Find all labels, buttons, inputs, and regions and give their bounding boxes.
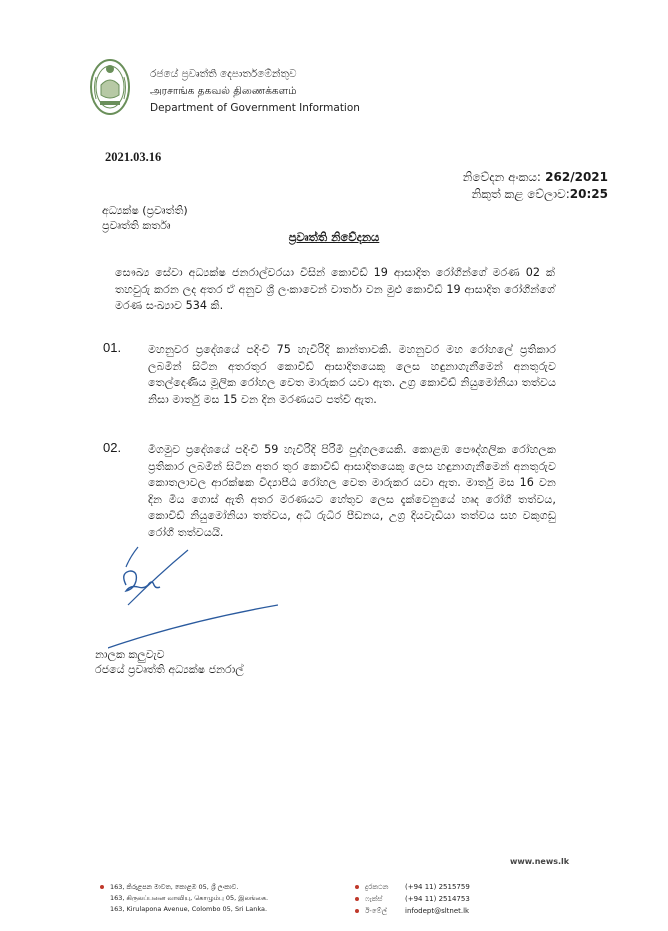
website-link[interactable]: www.news.lk [510, 857, 570, 866]
handwritten-signature [108, 545, 278, 665]
footer-address-sinhala-text: 163, කිරුළපන මාවත, කොළඹ 05, ශ්‍රී ලංකාව. [110, 883, 239, 891]
time-value: 20:25 [569, 187, 608, 201]
signatory-name: නාලක කලුවැව [95, 648, 165, 661]
phone-label: දුරකථන [365, 883, 389, 891]
issue-date: 2021.03.16 [105, 150, 162, 164]
item-number-2: 02. [103, 440, 122, 455]
footer-address-tamil: 163, கிருலப்பனை வாவியு, கொழும்பு 05, இலங்கை. [110, 894, 269, 902]
email-label: ඊ-මේල් [365, 907, 387, 915]
fax-icon [355, 897, 359, 901]
document-title [0, 230, 668, 245]
footer-address-english: 163, Kirulapona Avenue, Colombo 05, Sri Lanka. [110, 905, 268, 913]
reference-value: 262/2021 [545, 170, 608, 184]
addressee-director: අධ්‍යක්ෂ (ප්‍රවෘත්ති) [102, 204, 188, 217]
item-number-1: 01. [103, 340, 122, 355]
document-title-text: ප්‍රවෘත්ති නිවේදනය [288, 230, 380, 244]
department-name-english: Department of Government Information [150, 102, 360, 114]
government-emblem-logo [88, 57, 132, 117]
department-name-sinhala: රජයේ ප්‍රවෘත්ති දෙපාර්තමේන්තුව [150, 68, 297, 80]
fax-label: ෆැක්ස් [365, 895, 383, 903]
email-icon [355, 909, 359, 913]
phone-icon [355, 885, 359, 889]
time-label: නිකුත් කළ වේලාව: [471, 187, 570, 201]
item-text-1: මහනුවර ප්‍රදේශයේ පදිංචි 75 හැවිරිදි කාන්තාවකි. මහනුවර මහ රෝහලේ ප්‍රතිකාර ලබමින් සිටින අතරතුර කොවිඩ් ආසාදිතයෙකු ලෙස හඳුනාගැනීමෙන් අනතුරුව තෙල්දෙණිය මූලික රෝහල වෙත මාරුකර යවා ඇත. උග්‍ර කොවිඩ් නියුමෝනියා තත්වය නිසා මාර්තු මස 15 වන දින මරණයට පත්වී ඇත. [148, 343, 556, 406]
department-name-tamil: அரசாங்க தகவல் திணைக்களம் [150, 85, 297, 97]
addressee-editor: ප්‍රවෘත්ති කර්තෘ [102, 219, 171, 232]
fax-value: (+94 11) 2514753 [405, 895, 470, 903]
intro-paragraph: සෞඛ්‍ය සේවා අධ්‍යක්ෂ ජනරාල්වරයා විසින් කොවිඩ් 19 ආසාදිත රෝගීන්ගේ මරණ 02 ක් තහවුරු කරන ලද අතර ඒ අනුව ශ්‍රී ලංකාවෙන් වාර්තා වන මුළු කොවිඩ් 19 ආසාදිත රෝගීන්ගේ මරණ සංඛ්‍යාව 534 කි. [115, 266, 555, 313]
email-value[interactable]: infodept@sltnet.lk [405, 907, 470, 915]
issue-time [471, 187, 608, 202]
item-text-2: මීගමුව ප්‍රදේශයේ පදිංචි 59 හැවිරිදි පිරිමි පුද්ගලයෙකි. කොළඹ පෞද්ගලික රෝහලක ප්‍රතිකාර ලබමින් සිටින අතර තුර කොවිඩ් ආසාදිතයෙකු ලෙස හඳුනාගැනීමෙන් අනතුරුව කොතලාවල ආරක්ෂක විද්‍යාපීඨ රෝහල වෙත මාරුකර යවා ඇත. මාර්තු මස 16 වන දින මිය ගොස් ඇති අතර මරණයට හේතුව ලෙස දැක්වෙනුයේ හෘද රෝගී තත්වය, කොවිඩ් නියුමෝනියා තත්වය, අධි රුධිර පීඩනය, උග්‍ර දියවැඩියා තත්වය සහ වකුගඩු රෝගී තත්වයයි. [148, 443, 556, 539]
footer-fax [355, 895, 470, 904]
footer-phone [355, 883, 470, 892]
reference-number [463, 170, 608, 185]
reference-label: නිවේදන අංකය: [462, 170, 541, 184]
bullet-icon [100, 885, 104, 889]
signatory-title: රජයේ ප්‍රවෘත්ති අධ්‍යක්ෂ ජනරාල් [95, 663, 244, 676]
footer-address-sinhala [100, 883, 238, 892]
phone-value: (+94 11) 2515759 [405, 883, 470, 891]
footer-email [355, 907, 469, 916]
